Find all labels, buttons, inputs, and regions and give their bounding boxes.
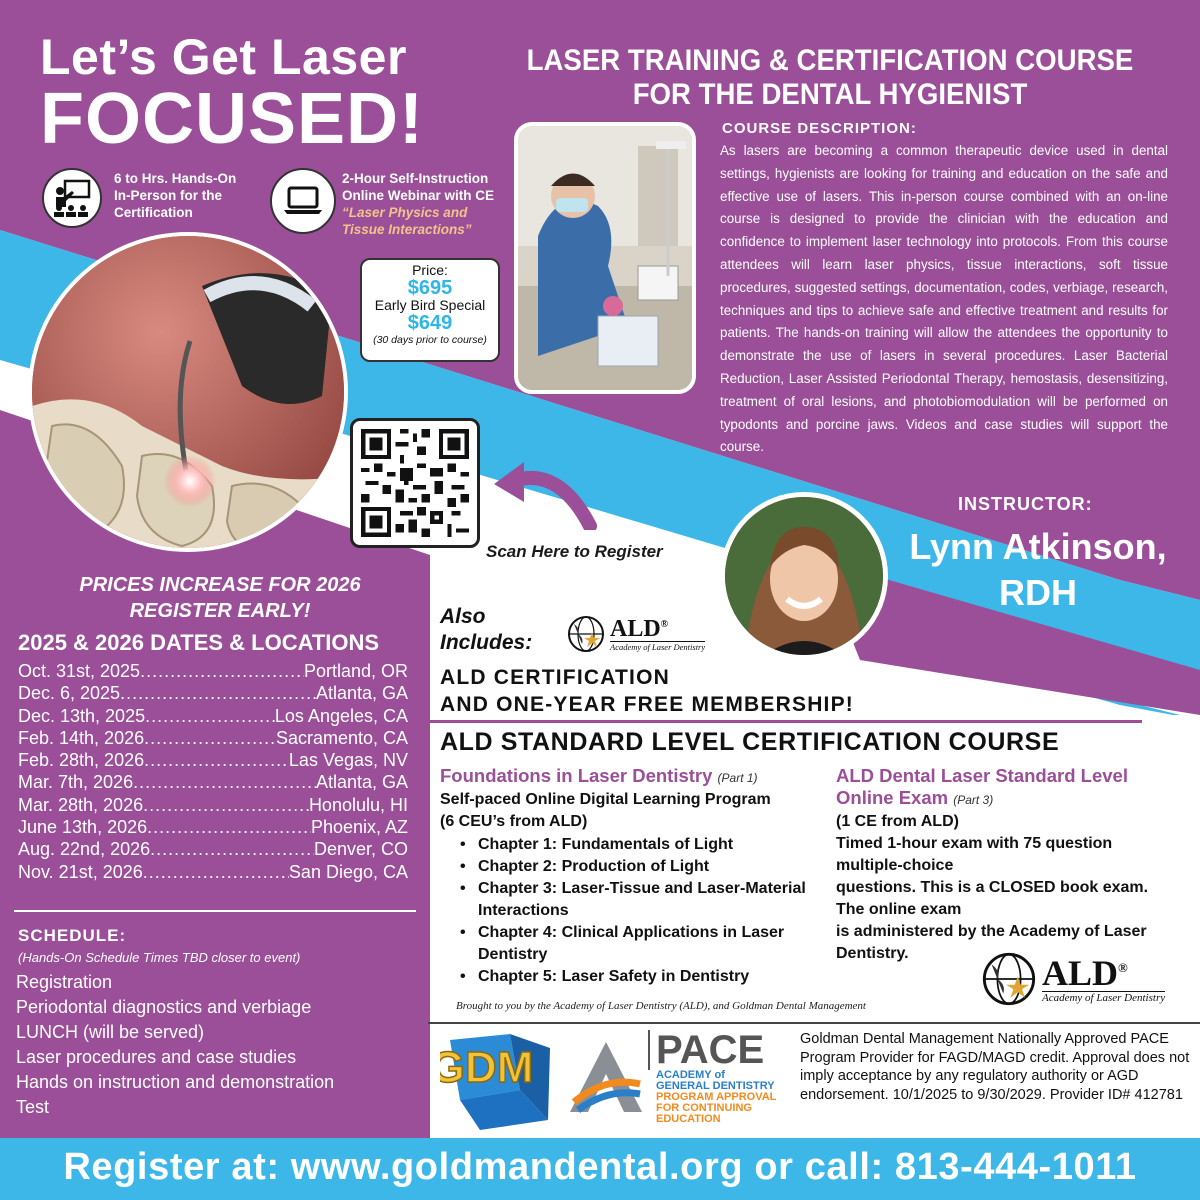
part3-heading-line1: ALD Dental Laser Standard Level (836, 765, 1128, 786)
feature-webinar-subtitle2: Tissue Interactions” (342, 222, 472, 237)
feature-webinar (342, 170, 494, 238)
laptop-icon (270, 168, 336, 234)
date-row (18, 705, 408, 727)
leader-dots (143, 861, 289, 883)
schedule-item: Test (16, 1097, 50, 1117)
agd-logo-icon (568, 1040, 644, 1119)
part3-column (836, 765, 1186, 965)
feature-webinar-line1: 2-Hour Self-Instruction (342, 171, 489, 186)
chapter-item: • Chapter 2: Production of Light (460, 856, 825, 878)
location-text: Atlanta, GA (315, 683, 408, 704)
part3-heading-text: Online Exam (836, 787, 949, 808)
location-text: Honolulu, HI (308, 794, 408, 815)
globe-icon (566, 614, 606, 654)
date-row (18, 660, 408, 682)
leader-dots (144, 727, 276, 749)
chapter-item: • Chapter 1: Fundamentals of Light (460, 834, 825, 856)
laser-tooth-photo (28, 232, 348, 552)
date-text: Feb. 28th, 2026 (18, 750, 145, 771)
qr-code[interactable] (350, 418, 480, 548)
part3-heading-line2 (836, 787, 1186, 811)
leader-dots (147, 816, 311, 838)
pace-line: FOR CONTINUING (656, 1102, 752, 1114)
date-row (18, 771, 408, 793)
location-text: Portland, OR (303, 661, 408, 681)
part3-line: multiple-choice (836, 857, 954, 874)
part1-label: (Part 1) (717, 771, 758, 785)
part1-line2: (6 CEU’s from ALD) (440, 813, 588, 830)
ald-logo-full: Academy of Laser Dentistry (1042, 991, 1166, 1004)
instructor-name-line2: RDH (999, 572, 1077, 613)
feature-hands-on-line2: In-Person for the (114, 188, 223, 203)
chapter-item: • Chapter 5: Laser Safety in Dentistry (460, 966, 825, 988)
ald-logo-mark: ALD (1042, 952, 1119, 993)
price-early-bird: $649 (407, 312, 453, 334)
part1-line1: Self-paced Online Digital Learning Program (440, 791, 771, 808)
instructor-photo (720, 492, 888, 660)
part3-line: Dentistry. (836, 945, 909, 962)
ald-logo-reg: ® (1118, 959, 1128, 975)
schedule-item: Registration (16, 972, 113, 992)
leader-dots (120, 682, 316, 704)
globe-icon (980, 950, 1038, 1008)
schedule-item: LUNCH (will be served) (16, 1022, 205, 1042)
feature-hands-on-line3: Certification (114, 205, 193, 220)
date-row (18, 838, 408, 860)
part3-label: (Part 3) (953, 793, 994, 807)
feature-hands-on (114, 170, 236, 221)
ald-logo-large (980, 950, 1165, 1008)
part1-heading (440, 765, 825, 789)
leader-dots (145, 705, 275, 727)
course-title-line2: FOR THE DENTAL HYGIENIST (632, 78, 1028, 111)
chapter-list (440, 834, 825, 988)
standard-course-title: ALD STANDARD LEVEL CERTIFICATION COURSE (440, 728, 1060, 756)
pace-statement: Goldman Dental Management Nationally Approved PACE Program Provider for FAGD/MAGD credit. Approval does not imply acceptance by any regulatory authority or AGD endorsement. 10/1/2025 to 9/30/2029. Provider ID# 412781 (800, 1031, 1190, 1103)
part3-line: is administered by the Academy of Laser (836, 923, 1147, 940)
date-text: Oct. 31st, 2025 (18, 661, 141, 681)
pace-line: ACADEMY of (656, 1069, 725, 1081)
course-title (499, 44, 1161, 112)
course-description-body: As lasers are becoming a common therapeutic device used in dental settings, hygienists are looking for training and education on the safe and effective use of lasers. This in-person course combined with an on-line course is designed to provide the clinician with the education and confidence to implement laser technology into protocols. From this course attendees will learn laser physics, tissue interactions, soft tissue procedures, suggested settings, documentation, codes, verbiage, research, techniques and tips to achieve safe and effective treatment and results for patients. The hands-on training will allow the attendees the opportunity to demonstrate the use of lasers in several procedures. Laser Bacterial Reduction, Laser Assisted Periodontal Therapy, hemostasis, desensitizing, treatment of oral lesions, and photobiomodulation will be performed on typodonts and porcine jaws. Videos and case studies will support the course. (720, 143, 1168, 455)
schedule-note: (Hands-On Schedule Times TBD closer to event) (18, 950, 301, 965)
date-row (18, 682, 408, 704)
also-includes (440, 604, 532, 656)
part3-line: questions. This is a CLOSED book exam. (836, 879, 1149, 896)
pace-line: GENERAL DENTISTRY (656, 1080, 775, 1092)
price-note: (30 days prior to course) (373, 334, 487, 346)
headline-line2: FOCUSED! (40, 79, 424, 159)
ald-logo-full: Academy of Laser Dentistry (610, 641, 706, 652)
schedule-item: Laser procedures and case studies (16, 1047, 297, 1067)
schedule-item: Periodontal diagnostics and verbiage (16, 997, 312, 1017)
leader-dots (140, 660, 304, 682)
leader-dots (144, 749, 289, 771)
date-row (18, 861, 408, 883)
dates-heading: 2025 & 2026 DATES & LOCATIONS (18, 630, 380, 655)
also-line2: Includes: (440, 631, 533, 654)
date-text: June 13th, 2026 (18, 817, 148, 838)
location-text: Denver, CO (313, 839, 408, 860)
early-bird-label: Early Bird Special (374, 297, 486, 313)
pace-line: EDUCATION (656, 1113, 721, 1125)
presentation-icon (42, 168, 102, 228)
date-text: Feb. 14th, 2026 (18, 727, 145, 748)
brought-by-note: Brought to you by the Academy of Laser Dentistry (ALD), and Goldman Dental Management (456, 1000, 866, 1012)
price-box (360, 258, 500, 362)
date-row (18, 794, 408, 816)
feature-hands-on-line1: 6 to Hrs. Hands-On (114, 171, 237, 186)
location-text: Las Vegas, NV (288, 750, 408, 771)
pace-logo (648, 1030, 798, 1125)
date-text: Mar. 7th, 2026 (18, 772, 134, 793)
part1-column (440, 765, 825, 988)
leader-dots (143, 794, 309, 816)
prices-increase-notice (20, 572, 420, 624)
date-text: Nov. 21st, 2026 (18, 861, 143, 882)
leader-dots (133, 771, 316, 793)
ald-logo-small (566, 614, 705, 654)
chapter-item: • Chapter 3: Laser-Tissue and Laser-Material Interactions (460, 878, 825, 922)
date-text: Mar. 28th, 2026 (18, 794, 144, 815)
curved-arrow-icon (490, 458, 600, 530)
location-text: Sacramento, CA (275, 727, 408, 748)
leader-dots (150, 838, 314, 860)
instructor-name-line1: Lynn Atkinson, (909, 526, 1167, 567)
location-text: Phoenix, AZ (310, 817, 408, 838)
instructor-name (893, 524, 1183, 616)
ald-cert-line1: ALD CERTIFICATION (440, 666, 670, 689)
date-row (18, 749, 408, 771)
date-text: Dec. 13th, 2025 (18, 705, 146, 726)
schedule-divider (14, 910, 416, 912)
gdm-logo (440, 1030, 560, 1134)
schedule-list (16, 970, 334, 1120)
prices-increase-line1: PRICES INCREASE FOR 2026 (79, 574, 361, 596)
pace-word: PACE (648, 1030, 798, 1070)
schedule-item: Hands on instruction and demonstration (16, 1072, 335, 1092)
ald-logo-mark: ALD (610, 615, 661, 642)
bottom-divider (428, 1022, 1200, 1024)
scan-to-register-label: Scan Here to Register (486, 542, 663, 561)
instructor-heading: INSTRUCTOR: (958, 494, 1093, 514)
hygienist-training-photo (514, 122, 696, 394)
also-line1: Also (440, 605, 486, 628)
part1-heading-text: Foundations in Laser Dentistry (440, 765, 713, 786)
location-text: San Diego, CA (288, 861, 408, 882)
part3-line: The online exam (836, 901, 962, 918)
pace-line: PROGRAM APPROVAL (656, 1091, 777, 1103)
part3-line: (1 CE from ALD) (836, 813, 959, 830)
ald-logo-reg: ® (660, 618, 669, 630)
prices-increase-line2: REGISTER EARLY! (129, 600, 311, 622)
feature-webinar-line2: Online Webinar with CE (342, 188, 495, 203)
course-description-heading: COURSE DESCRIPTION: (722, 120, 917, 137)
part3-line: Timed 1-hour exam with 75 question (836, 835, 1113, 852)
course-title-line1: LASER TRAINING & CERTIFICATION COURSE (526, 44, 1134, 77)
schedule-heading: SCHEDULE: (18, 926, 127, 945)
price-regular: $695 (407, 277, 453, 299)
date-text: Aug. 22nd, 2026 (18, 839, 151, 860)
headline-line1: Let’s Get Laser (40, 29, 407, 85)
dates-list (18, 660, 408, 883)
date-row (18, 727, 408, 749)
register-footer-text[interactable]: Register at: www.goldmandental.org or call: 813-444-1011 (63, 1146, 1137, 1188)
section-divider (428, 720, 1142, 723)
location-text: Los Angeles, CA (274, 705, 408, 726)
chapter-item: • Chapter 4: Clinical Applications in Laser Dentistry (460, 922, 825, 966)
date-row (18, 816, 408, 838)
feature-webinar-subtitle1: “Laser Physics and (342, 205, 468, 220)
gdm-mark: GDM (440, 1043, 534, 1092)
location-text: Atlanta, GA (315, 772, 408, 793)
ald-certification-line (440, 664, 854, 718)
price-label: Price: (412, 262, 448, 278)
ald-cert-line2: AND ONE-YEAR FREE MEMBERSHIP! (440, 693, 854, 716)
date-text: Dec. 6, 2025 (18, 683, 121, 704)
